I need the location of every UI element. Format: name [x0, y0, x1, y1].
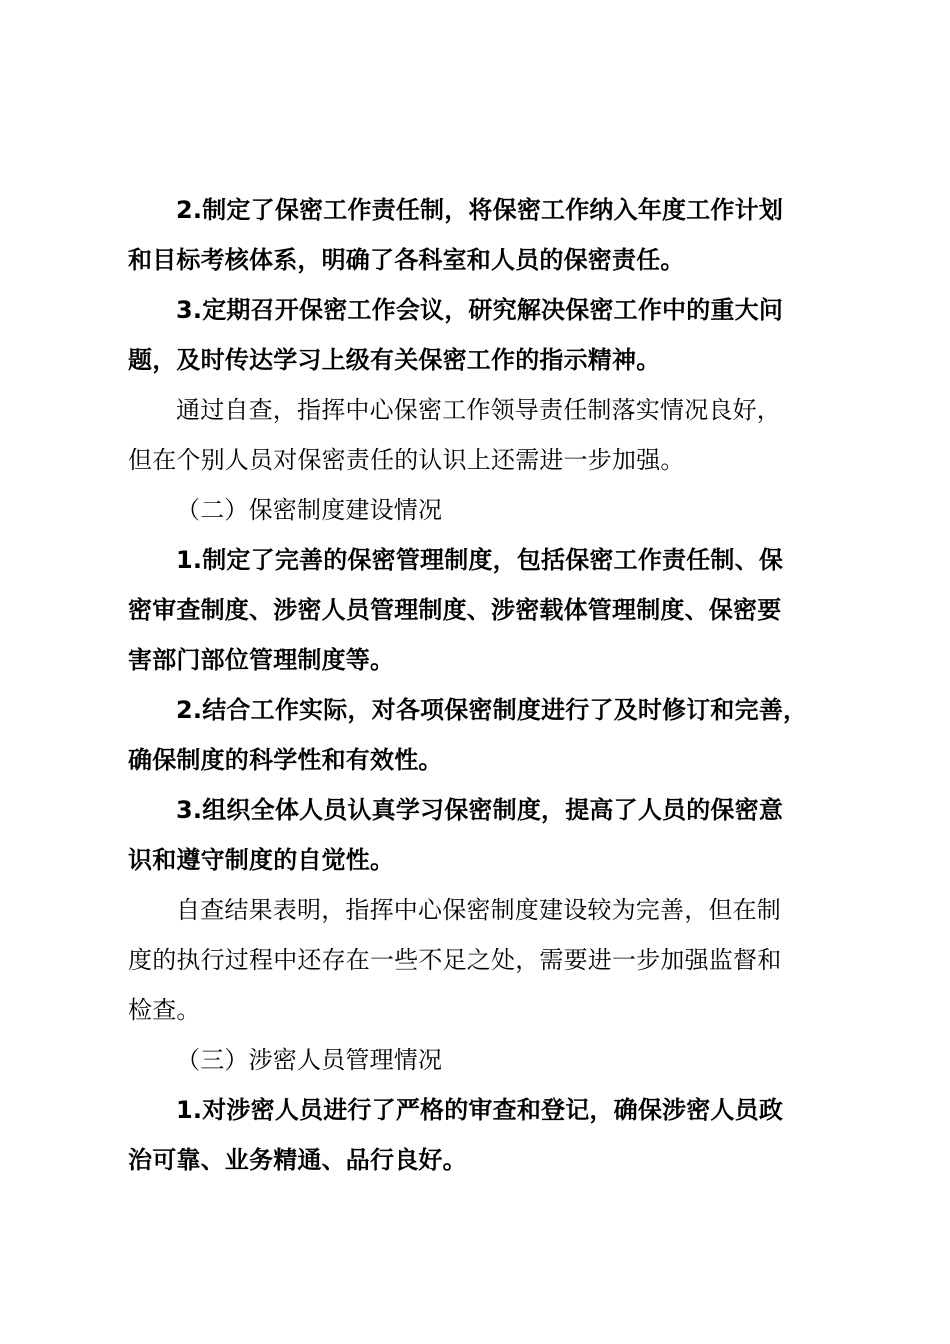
- paragraph-item-1-personnel-review: [128, 1085, 831, 1185]
- text-line: 和目标考核体系，明确了各科室和人员的保密责任。: [128, 246, 685, 274]
- text-line: 识和遵守制度的自觉性。: [128, 846, 395, 874]
- paragraph-self-check-summary-2: [128, 885, 831, 1035]
- text-line: 害部门部位管理制度等。: [128, 646, 395, 674]
- text-line: 度的执行过程中还存在一些不足之处，需要进一步加强监督和: [128, 946, 782, 974]
- text-line: 通过自查，指挥中心保密工作领导责任制落实情况良好，: [176, 396, 781, 424]
- text-line: 1.对涉密人员进行了严格的审查和登记，确保涉密人员政: [176, 1096, 784, 1124]
- text-line: 3.组织全体人员认真学习保密制度，提高了人员的保密意: [176, 796, 784, 824]
- text-line: 2.制定了保密工作责任制，将保密工作纳入年度工作计划: [176, 196, 784, 224]
- section-heading-3: [128, 1035, 831, 1085]
- text-line: 1.制定了完善的保密管理制度，包括保密工作责任制、保: [176, 546, 784, 574]
- paragraph-item-3-meetings: [128, 285, 831, 385]
- paragraph-self-check-summary-1: [128, 385, 831, 485]
- text-line: 3.定期召开保密工作会议，研究解决保密工作中的重大问: [176, 296, 784, 324]
- text-line: 密审查制度、涉密人员管理制度、涉密载体管理制度、保密要: [128, 596, 782, 624]
- text-line: 但在个别人员对保密责任的认识上还需进一步加强。: [128, 446, 685, 474]
- document-body: [128, 185, 831, 1185]
- section-heading-text: （二）保密制度建设情况: [176, 496, 443, 524]
- text-line: 检查。: [128, 996, 201, 1024]
- paragraph-item-2-responsibility-system: [128, 185, 831, 285]
- paragraph-item-3-study: [128, 785, 831, 885]
- text-line: 2.结合工作实际，对各项保密制度进行了及时修订和完善，: [176, 696, 808, 724]
- text-line: 确保制度的科学性和有效性。: [128, 746, 443, 774]
- section-heading-text: （三）涉密人员管理情况: [176, 1046, 443, 1074]
- text-line: 题，及时传达学习上级有关保密工作的指示精神。: [128, 346, 661, 374]
- text-line: 自查结果表明，指挥中心保密制度建设较为完善，但在制: [176, 896, 781, 924]
- paragraph-item-2-revisions: [128, 685, 831, 785]
- section-heading-2: [128, 485, 831, 535]
- text-line: 治可靠、业务精通、品行良好。: [128, 1146, 467, 1174]
- paragraph-item-1-management-rules: [128, 535, 831, 685]
